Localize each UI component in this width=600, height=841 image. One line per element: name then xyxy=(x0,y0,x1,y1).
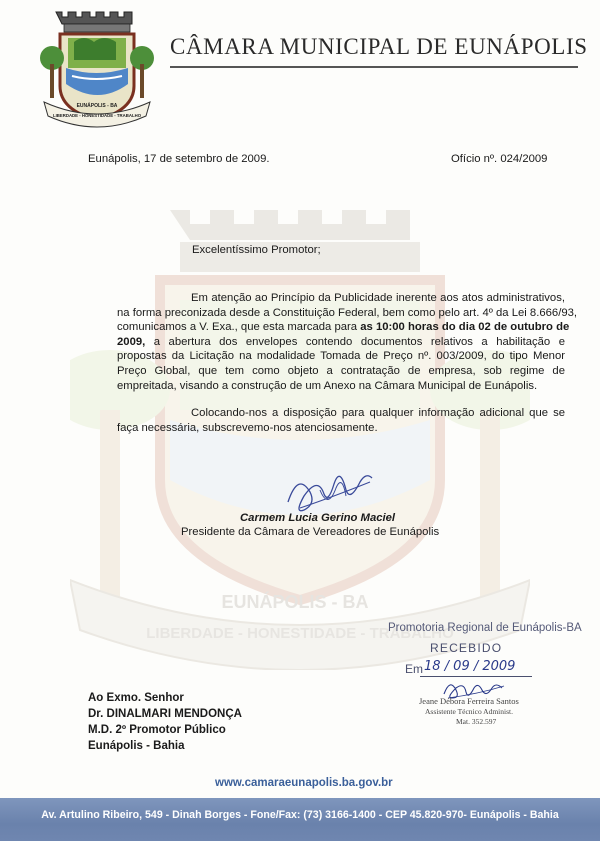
body-text: comunicamos a V. Exa., que esta marcada para xyxy=(117,321,361,334)
addressee-line: M.D. 2º Promotor Público xyxy=(88,724,226,736)
stamp-received-label: RECEBIDO xyxy=(430,641,503,655)
receiver-registration: Mat. 352.597 xyxy=(456,717,497,726)
body-line xyxy=(117,335,565,350)
body-line: faça necessária, subscrevemo-nos atenciosamente. xyxy=(117,421,378,434)
stamp-title: Promotoria Regional de Eunápolis-BA xyxy=(388,622,582,634)
addressee-line: Dr. DINALMARI MENDONÇA xyxy=(88,708,242,720)
meeting-year-highlight: 2009, xyxy=(117,335,146,348)
salutation: Excelentíssimo Promotor; xyxy=(192,244,321,256)
body-line: na forma preconizada desde a Constituição Federal, bem como pelo art. 4º da Lei 8.666/93, xyxy=(117,306,578,319)
body-text: a abertura dos envelopes contendo documentos relativos a habilitação e xyxy=(145,335,565,348)
addressee-line: Eunápolis - Bahia xyxy=(88,740,185,752)
institution-title: CÂMARA MUNICIPAL DE EUNÁPOLIS xyxy=(170,34,588,59)
stamp-date-prefix: Em xyxy=(405,662,423,676)
body-line: propostas da Licitação na modalidade Tomada de Preço nº. 003/2009, do tipo Menor xyxy=(117,350,565,363)
title-underline xyxy=(170,66,578,68)
watermark-city: EUNÁPOLIS - BA xyxy=(221,592,369,612)
signatory-name: Carmem Lucia Gerino Maciel xyxy=(240,512,396,524)
body-line: Em atenção ao Princípio da Publicidade inerente aos atos administrativos, xyxy=(191,292,565,304)
website-url: www.camaraeunapolis.ba.gov.br xyxy=(215,777,393,789)
body-paragraph-2 xyxy=(117,406,565,435)
meeting-time-highlight: as 10:00 horas do dia 02 de outubro de xyxy=(360,321,570,334)
receiver-job: Assistente Técnico Administ. xyxy=(425,707,513,716)
stamp-date: 18 / 09 / 2009 xyxy=(424,659,516,674)
crest-ribbon-motto: LIBERDADE - HONESTIDADE - TRABALHO xyxy=(52,113,142,118)
signatory-role: Presidente da Câmara de Vereadores de Eunápolis xyxy=(181,526,440,538)
place-and-date: Eunápolis, 17 de setembro de 2009. xyxy=(88,153,270,165)
crest-ribbon-city: EUNÁPOLIS - BA xyxy=(76,103,118,109)
body-line: empreitada, visando a construção de um Anexo na Câmara Municipal de Eunápolis. xyxy=(117,379,538,392)
footer-address: Av. Artulino Ribeiro, 549 - Dinah Borges - Fone/Fax: (73) 3166-1400 - CEP 45.820-970- Eunápolis - Bahia xyxy=(41,809,559,821)
addressee-line: Ao Exmo. Senhor xyxy=(88,692,184,704)
municipal-crest-logo xyxy=(38,6,156,134)
watermark-motto: LIBERDADE - HONESTIDADE - TRABALHO xyxy=(146,625,454,642)
body-line: Colocando-nos a disposição para qualquer informação adicional que se xyxy=(191,407,565,419)
body-line: Preço Global, que tem como objeto a contratação de empresa, sob regime de xyxy=(117,364,565,377)
body-paragraph-1 xyxy=(117,291,578,393)
body-line xyxy=(117,320,570,335)
receiver-name: Jeane Débora Ferreira Santos xyxy=(419,696,519,706)
oficio-number: Ofício nº. 024/2009 xyxy=(451,153,548,165)
